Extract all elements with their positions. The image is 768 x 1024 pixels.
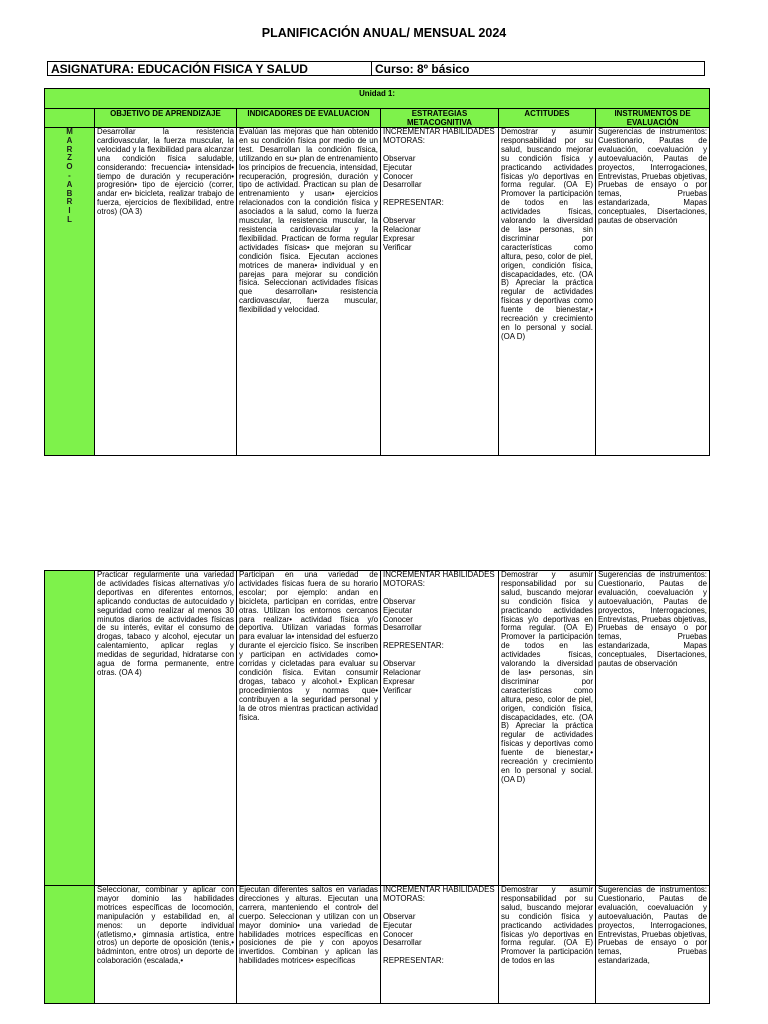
indicators-cell: Ejecutan diferentes saltos en variadas direcciones y alturas. Ejecutan una carrera, manteniendo el control• del cuerpo. Seleccionan y utilizan con un mayor dominio• una variedad de habilidades motrices específicas en posiciones de pie y con apoyos invertidos. Combinan y aplican las habilidades motrices• específicas	[237, 886, 381, 1004]
planning-table-unit-1	[44, 88, 710, 456]
objective-cell: Seleccionar, combinar y aplicar con mayor dominio las habilidades motrices específicas de locomoción, manipulación y estabilidad en, al menos: un deporte individual (atletismo,• gimnasia artística, entre otros) un deporte de oposición (tenis,• bádminton, entre otros) un deporte de colaboración (escalada,•	[95, 886, 237, 1004]
table-row	[45, 128, 710, 456]
table-row	[45, 886, 710, 1004]
unit-label: Unidad 1:	[45, 89, 710, 109]
unit-header-row	[45, 89, 710, 109]
table-row	[45, 571, 710, 886]
strategies-cell: INCREMENTAR HABILIDADES MOTORAS: Observar Ejecutar Conocer Desarrollar REPRESENTAR: Observar Relacionar Expresar Verificar	[381, 571, 499, 886]
column-header-instruments: INSTRUMENTOS DE EVALUACIÓN	[596, 109, 710, 128]
page-title: PLANIFICACIÓN ANUAL/ MENSUAL 2024	[261, 26, 507, 40]
course-label: Curso: 8º básico	[375, 62, 470, 76]
month-cell	[45, 571, 95, 886]
column-header-strategies: ESTRATEGIAS METACOGNITIVA	[381, 109, 499, 128]
column-header-row	[45, 109, 710, 128]
month-cell: M A R Z O - A B R I L	[45, 128, 95, 456]
subject-course-header	[47, 61, 705, 76]
objective-cell: Desarrollar la resistencia cardiovascular, la fuerza muscular, la velocidad y la flexibilidad para alcanzar una condición física saludable, considerando: frecuencia• intensidad• tiempo de duración y recuperación• progresión• tipo de ejercicio (correr, andar en• bicicleta, realizar trabajo de fuerza, ejercicios de flexibilidad, entre otros) (OA 3)	[95, 128, 237, 456]
column-header-indicators: INDICADORES DE EVALUACION	[237, 109, 381, 128]
planning-table-continued	[44, 570, 710, 1004]
indicators-cell: Evalúan las mejoras que han obtenido en su condición física por medio de un test. Desarrollan la condición física, utilizando en su• plan de entrenamiento los principios de frecuencia, intensidad, recuperación, progresión, duración y tipo de actividad. Practican su plan de entrenamiento y usan• ejercicios relacionados con la condición física y asociados a la salud, como la fuerza muscular, la resistencia muscular, la resistencia cardiovascular y la flexibilidad. Practican de forma regular actividades físicas• que mejoran su condición física. Ejecutan acciones motrices de manera• individual y en parejas para mejorar su condición física. Seleccionan actividades físicas que desarrollan• resistencia cardiovascular, fuerza muscular, flexibilidad y velocidad.	[237, 128, 381, 456]
column-header-objective: OBJETIVO DE APRENDIZAJE	[95, 109, 237, 128]
strategies-cell: INCREMENTAR HABILIDADES MOTORAS: Observar Ejecutar Conocer Desarrollar REPRESENTAR:	[381, 886, 499, 1004]
attitudes-cell: Demostrar y asumir responsabilidad por su salud, buscando mejorar su condición física y practicando actividades físicas y/o deportivas en forma regular. (OA E) Promover la participación de todos en las actividades físicas, valorando la diversidad de las• personas, sin discriminar por características como altura, peso, color de piel, origen, condición física, discapacidades, etc. (OA B) Apreciar la práctica regular de actividades físicas y deportivas como fuente de bienestar,• recreación y crecimiento en lo personal y social. (OA D)	[499, 571, 596, 886]
column-header-attitudes: ACTITUDES	[499, 109, 596, 128]
subject-label: ASIGNATURA: EDUCACIÓN FISICA Y SALUD	[48, 62, 372, 75]
strategies-cell: INCREMENTAR HABILIDADES MOTORAS: Observar Ejecutar Conocer Desarrollar REPRESENTAR: Observar Relacionar Expresar Verificar	[381, 128, 499, 456]
month-cell	[45, 886, 95, 1004]
attitudes-cell: Demostrar y asumir responsabilidad por su salud, buscando mejorar su condición física y practicando actividades físicas y/o deportivas en forma regular. (OA E) Promover la participación de todos en las actividades físicas, valorando la diversidad de las• personas, sin discriminar por características como altura, peso, color de piel, origen, condición física, discapacidades, etc. (OA B) Apreciar la práctica regular de actividades físicas y deportivas como fuente de bienestar,• recreación y crecimiento en lo personal y social. (OA D)	[499, 128, 596, 456]
instruments-cell: Sugerencias de instrumentos: Cuestionario, Pautas de evaluación, coevaluación y autoevaluación, Pautas de proyectos, Interrogaciones, Entrevistas, Pruebas objetivas, Pruebas de ensayo o por temas, Pruebas estandarizada, Mapas conceptuales, Disertaciones, pautas de observación	[596, 128, 710, 456]
objective-cell: Practicar regularmente una variedad de actividades físicas alternativas y/o deportivas en diferentes entornos, aplicando conductas de autocuidado y seguridad como realizar al menos 30 minutos diarios de actividades físicas de su interés, evitar el consumo de drogas, tabaco y alcohol, ejecutar un calentamiento, aplicar reglas y medidas de seguridad, hidratarse con agua de forma permanente, entre otras. (OA 4)	[95, 571, 237, 886]
indicators-cell: Participan en una variedad de actividades físicas fuera de su horario escolar; por ejemplo: andan en bicicleta, participan en corridas, entre otras. Utilizan los entornos cercanos para realizar• actividad física y/o deportiva. Utilizan variadas formas para evaluar la• intensidad del esfuerzo durante el ejercicio físico. Se inscriben y participan en actividades como• corridas y cicletadas para evaluar su condición física. Evitan consumir drogas, tabaco y alcohol.• Explican procedimientos y normas que• contribuyen a la seguridad personal y la de otros mientras practican actividad física.	[237, 571, 381, 886]
instruments-cell: Sugerencias de instrumentos: Cuestionario, Pautas de evaluación, coevaluación y autoevaluación, Pautas de proyectos, Interrogaciones, Entrevistas, Pruebas objetivas, Pruebas de ensayo o por temas, Pruebas estandarizada, Mapas conceptuales, Disertaciones, pautas de observación	[596, 571, 710, 886]
column-header-month	[45, 109, 95, 128]
attitudes-cell: Demostrar y asumir responsabilidad por su salud, buscando mejorar su condición física y practicando actividades físicas y/o deportivas en forma regular. (OA E) Promover la participación de todos en las	[499, 886, 596, 1004]
instruments-cell: Sugerencias de instrumentos: Cuestionario, Pautas de evaluación, coevaluación y autoevaluación, Pautas de proyectos, Interrogaciones, Entrevistas, Pruebas objetivas, Pruebas de ensayo o por temas, Pruebas estandarizada,	[596, 886, 710, 1004]
